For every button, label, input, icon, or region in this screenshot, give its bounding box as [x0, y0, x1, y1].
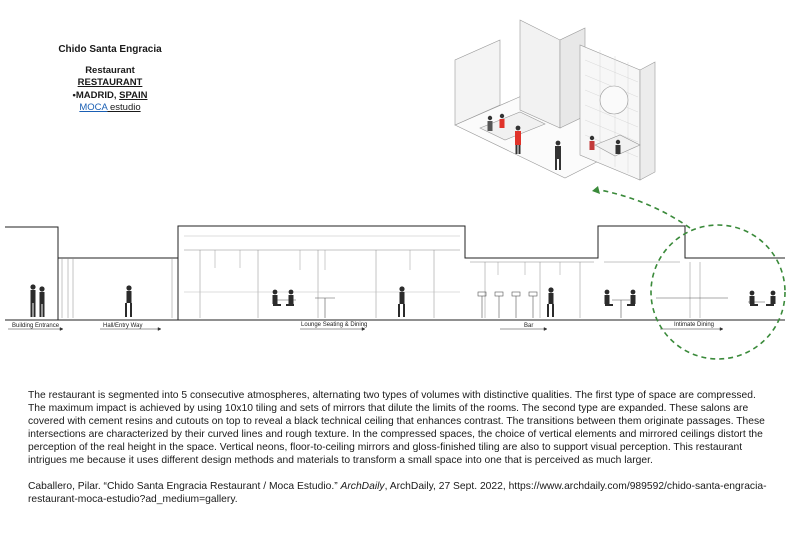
figure — [398, 286, 405, 317]
citation-source: ArchDaily — [340, 481, 385, 492]
citation-before: Caballero, Pilar. “Chido Santa Engracia Restaurant / Moca Estudio.” — [28, 481, 341, 492]
citation — [28, 480, 770, 506]
project-title: Chido Santa Engracia — [58, 44, 162, 55]
project-category: Restaurant — [85, 64, 135, 76]
zone-label-intimate-dining: Intimate Dining — [674, 322, 715, 328]
section-figures — [30, 284, 775, 317]
description-block — [28, 389, 770, 506]
highlight-connector — [600, 190, 690, 228]
zone-label-lounge: Lounge Seating & Dining — [301, 322, 368, 328]
location-country-link[interactable]: SPAIN — [119, 89, 148, 101]
figure — [750, 291, 759, 306]
section-outline — [5, 226, 785, 320]
zone-label-hall-entry: Hall/Entry Way — [103, 323, 143, 329]
highlight-circle — [651, 225, 785, 359]
pendant-lights — [215, 250, 560, 275]
connector-arrowhead — [592, 186, 600, 194]
location-prefix: •MADRID, — [72, 89, 120, 101]
section-furniture — [276, 292, 765, 318]
figure — [627, 290, 636, 306]
zone-label-bar: Bar — [524, 323, 534, 329]
citation-after: , ArchDaily, 27 Sept. 2022, https://www.archdaily.com/989592/chido-santa-engracia-restaurant-moca-estudio?ad_medium=gallery. — [28, 481, 767, 505]
figure — [547, 287, 554, 317]
figure — [766, 291, 776, 306]
category-link[interactable]: RESTAURANT — [77, 77, 143, 88]
zone-label-building-entrance: Building Entrance — [12, 323, 60, 329]
figure — [30, 284, 35, 317]
figure — [125, 285, 132, 317]
description-text: The restaurant is segmented into 5 consecutive atmospheres, alternating two types of volumes with distinctive qualities. The first type of space are compressed. The maximum impact is achieved by using 10x10 tiling and sets of mirrors that dilute the limits of the rooms. The second type are expanded. These salons are covered with cement resins and cutouts on top to reveal a black technical ceiling that enhances contrast. The transitions between them originate passages. These intersections are characterized by their curved lines and rough texture. In the compressed spaces, the choice of vertical elements and mirrored ceilings distort the perception of the real height in the space. Vertical neons, floor-to-ceiling mirrors and gloss-finished tiling are also to support visual perception. This restaurant intrigues me because it uses different design methods and materials to transform a small space into one that is perceived as much larger. — [28, 390, 765, 466]
studio-suffix: estudio — [107, 102, 141, 113]
studio-link[interactable]: MOCA — [79, 102, 108, 113]
figure — [605, 290, 614, 306]
figure — [39, 286, 44, 317]
